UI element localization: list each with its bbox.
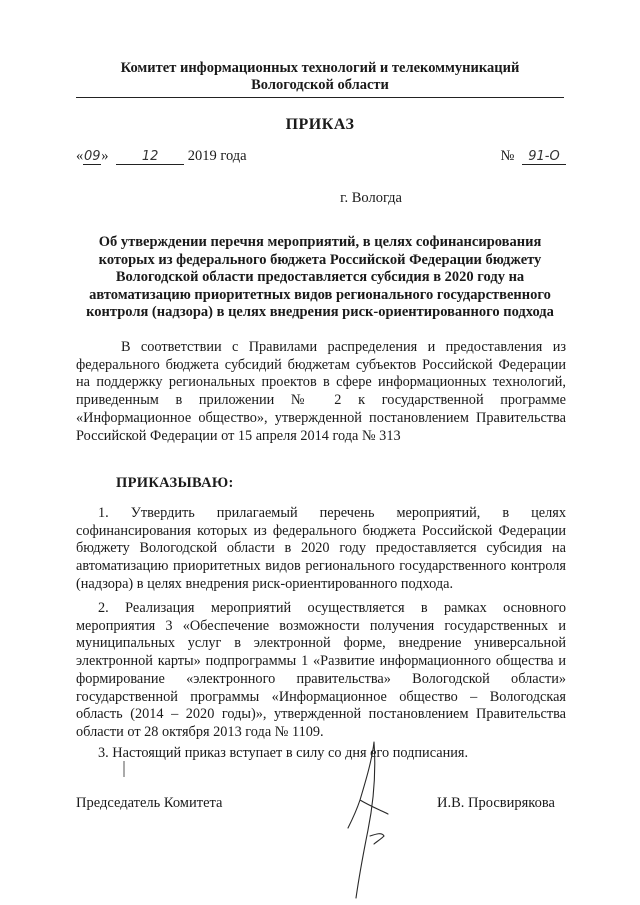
organization-header xyxy=(60,60,580,94)
order-item-2: 2. Реализация мероприятий осуществляется в рамках основного мероприятия 3 «Обеспечение возможности получения государственных и муниципальных услуг в электронной форме, внедрение универсальной электронной карты» подпрограммы 1 «Развитие информационного общества и формирование «электронного правительства» Вологодской области» государственной программы «Информационное общество – Вологодская область (2014 – 2020 годы)», утвержденной постановлением Правительства области от 28 октября 2013 года № 1109. xyxy=(76,600,566,740)
organization-name-line2: Вологодской области xyxy=(251,77,389,93)
header-divider xyxy=(76,97,564,98)
order-number-label: № xyxy=(500,148,515,164)
preamble-paragraph: В соответствии с Правилами распределения и предоставления из федерального бюджета субсидий бюджетам субъектов Российской Федерации на поддержку региональных проектов в сфере информационных технологий, приведенным в приложении № 2 к государственной программе «Информационное общество», утвержденной постановлением Правительства Российской Федерации от 15 апреля 2014 года № 313 xyxy=(76,339,566,444)
date-open-quote: « xyxy=(76,148,84,164)
pen-tick-mark xyxy=(121,760,127,778)
handwritten-signature xyxy=(330,740,420,900)
order-number xyxy=(501,148,566,165)
date-close-quote: » xyxy=(101,148,109,164)
order-item-1: 1. Утвердить прилагаемый перечень мероприятий, в целях софинансирования которых из федерального бюджета Российской Федерации бюджету Вологодской области в 2020 году предоставляется субсидия на автоматизацию приоритетных видов регионального государственного контроля (надзора) в целях внедрения риск-ориентированного подхода. xyxy=(76,505,566,592)
date-day-handwritten: 09 xyxy=(83,149,101,164)
order-word: ПРИКАЗЫВАЮ: xyxy=(116,475,234,491)
order-number-handwritten: 91-О xyxy=(522,150,566,165)
signatory-name: И.В. Просвирякова xyxy=(437,795,555,811)
date-month-handwritten: 12 xyxy=(116,150,184,165)
date-number-line xyxy=(76,148,566,168)
organization-name-line1: Комитет информационных технологий и телекоммуникаций xyxy=(120,60,520,76)
document-subject: Об утверждении перечня мероприятий, в целях софинансирования которых из федерального бюджета Российской Федерации бюджету Вологодской области предоставляется субсидия в 2020 году на автоматизацию приоритетных видов регионального государственного контроля (надзора) в целях внедрения риск-ориентированного подхода xyxy=(86,234,554,320)
date-year: 2019 года xyxy=(187,148,247,164)
city-line: г. Вологда xyxy=(340,190,402,206)
signatory-position: Председатель Комитета xyxy=(76,795,223,811)
document-title: ПРИКАЗ xyxy=(285,116,355,133)
order-item-3: 3. Настоящий приказ вступает в силу со дня его подписания. xyxy=(98,745,469,761)
